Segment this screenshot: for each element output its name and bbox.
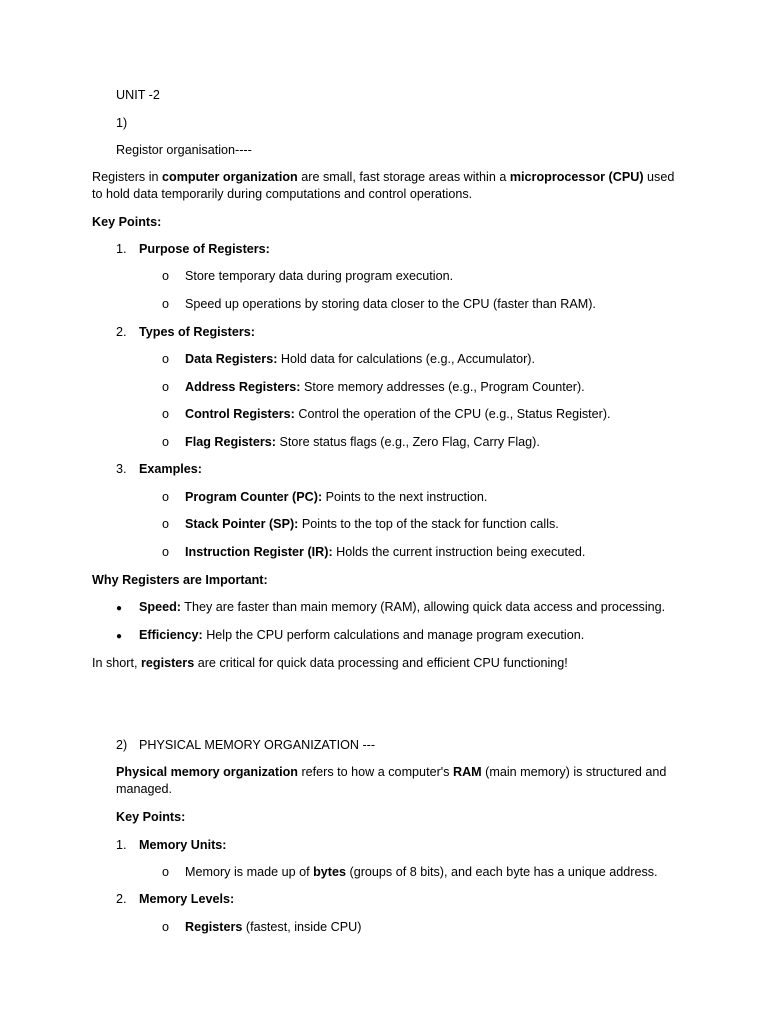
list-item [185,864,658,881]
summary-bold: registers [141,656,195,670]
section-number: 2. [116,892,127,906]
sub-bullet-icon: o [162,380,170,394]
list-item-term: Address Registers: [185,380,301,394]
list-item-term: Registers [185,920,243,934]
list-item-text: Store status flags (e.g., Zero Flag, Carry Flag). [275,435,540,449]
section-title [139,837,226,854]
section2-intro-bold-1: Physical memory organization [116,765,298,779]
intro-text-1: Registers in [92,170,162,184]
list-item-term: Speed: [139,600,181,614]
key-points-label: Key Points: [116,810,186,824]
section2-intro-line-2: managed. [116,782,173,796]
question-title: Registor organisation---- [116,143,252,157]
sub-bullet-icon: o [162,545,170,559]
list-item [185,351,535,368]
sub-bullet-icon: o [162,865,170,879]
section2-intro-bold-2: RAM [452,765,482,779]
section-number: 3. [116,462,127,476]
list-item-text: They are faster than main memory (RAM), allowing quick data access and processing. [181,600,666,614]
list-item-text: Hold data for calculations (e.g., Accumulator). [277,352,535,366]
sub-bullet-icon: o [162,269,170,283]
why-heading [92,572,268,589]
section2-intro-text-2: (main memory) is structured and [481,765,667,779]
list-item-term: Control Registers: [185,407,295,421]
question-number: 1) [116,116,128,130]
list-item-term: Efficiency: [139,628,203,642]
bullet-icon: ● [116,631,123,642]
section-title-text: Types of Registers: [139,325,255,339]
key-points-heading [92,214,161,231]
sub-bullet-icon: o [162,435,170,449]
section-title [139,891,234,908]
section-title [139,324,255,341]
sub-bullet-icon: o [162,352,170,366]
section-number: 2. [116,325,127,339]
list-item [185,489,487,506]
list-item [185,379,585,396]
section-title [139,241,270,258]
list-item [139,627,584,644]
bullet-icon: ● [116,603,123,614]
list-item-text: Points to the top of the stack for function calls. [298,517,559,531]
section-title-text: Memory Levels: [139,892,235,906]
list-item-text: Help the CPU perform calculations and manage program execution. [202,628,585,642]
list-item: Store temporary data during program execution. [185,269,454,283]
section-title-text: Purpose of Registers: [139,242,270,256]
summary-text-1: In short, [92,656,141,670]
key-points-heading [116,809,185,826]
intro-text-3: used [643,170,675,184]
list-item-term: Data Registers: [185,352,278,366]
key-points-label: Key Points: [92,215,162,229]
list-item-term: Instruction Register (IR): [185,545,333,559]
list-item [185,406,611,423]
list-item-term: Flag Registers: [185,435,276,449]
intro-text-2: are small, fast storage areas within a [297,170,510,184]
question-number: 2) [116,738,128,752]
section-number: 1. [116,838,127,852]
list-item [185,434,540,451]
intro-line-1 [92,169,674,186]
intro-bold-1: computer organization [162,170,298,184]
list-item [185,516,559,533]
section-title [139,461,202,478]
list-item [185,919,361,936]
list-item-text: Store memory addresses (e.g., Program Counter). [300,380,585,394]
list-item [139,599,665,616]
intro-bold-2: microprocessor (CPU) [509,170,644,184]
section2-intro-text-1: refers to how a computer's [297,765,453,779]
list-item-text: Holds the current instruction being executed. [332,545,586,559]
sub-bullet-icon: o [162,490,170,504]
list-item-text: Memory is made up of [185,865,314,879]
list-item-term: Stack Pointer (SP): [185,517,299,531]
section2-intro-line-1 [116,764,666,781]
list-item: Speed up operations by storing data closer to the CPU (faster than RAM). [185,297,596,311]
section-title-text: Memory Units: [139,838,227,852]
list-item-text: (fastest, inside CPU) [242,920,362,934]
list-item-text: Control the operation of the CPU (e.g., Status Register). [294,407,611,421]
section-title-text: Examples: [139,462,202,476]
summary-text-2: are critical for quick data processing and efficient CPU functioning! [194,656,568,670]
section-number: 1. [116,242,127,256]
list-item-text: Points to the next instruction. [322,490,488,504]
list-item [185,544,585,561]
sub-bullet-icon: o [162,517,170,531]
list-item-term: Program Counter (PC): [185,490,323,504]
question-title: PHYSICAL MEMORY ORGANIZATION --- [139,738,376,752]
why-heading-text: Why Registers are Important: [92,573,268,587]
sub-bullet-icon: o [162,407,170,421]
sub-bullet-icon: o [162,297,170,311]
summary-line [92,655,568,672]
sub-bullet-icon: o [162,920,170,934]
intro-line-2: to hold data temporarily during computations and control operations. [92,187,473,201]
unit-heading: UNIT -2 [116,88,160,102]
list-item-text: (groups of 8 bits), and each byte has a unique address. [346,865,658,879]
list-item-term: bytes [313,865,346,879]
